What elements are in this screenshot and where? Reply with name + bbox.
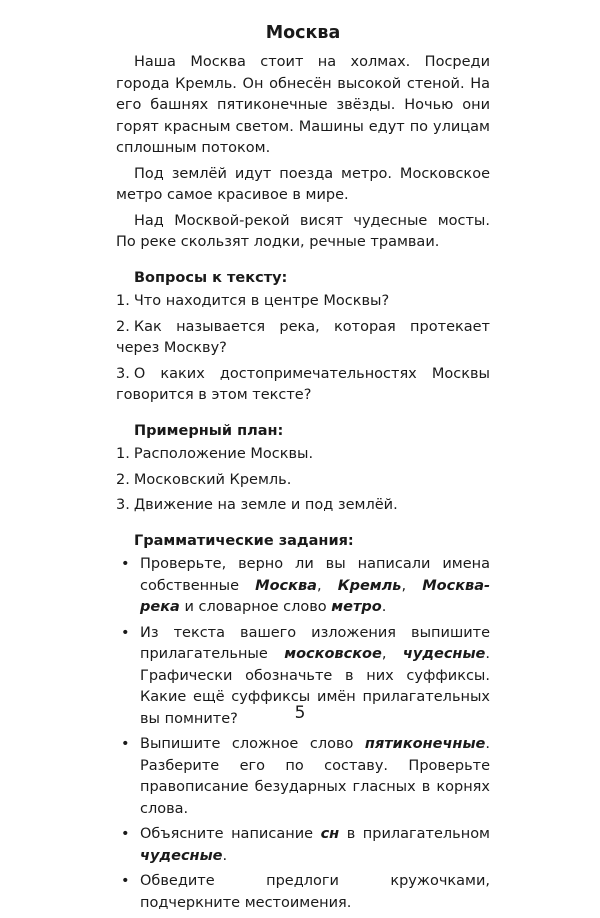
- highlighted-word: пятиконечные: [364, 736, 486, 752]
- text-paragraph-2: Под землёй идут поезда метро. Московское метро самое красивое в мире.: [116, 165, 490, 203]
- question-item-3: 3. О каких достопримечательностях Москвы говорится в этом тексте?: [116, 364, 490, 407]
- grammar-heading: Грамматические задания:: [134, 532, 354, 549]
- highlighted-word: Кремль: [337, 577, 402, 594]
- questions-list: [116, 291, 490, 407]
- task-text: Выпишите сложное слово: [140, 736, 365, 752]
- bullet-icon: •: [121, 873, 130, 889]
- task-text: и словарное слово: [179, 599, 332, 615]
- highlighted-word: сн: [320, 826, 340, 842]
- page-content: [116, 22, 490, 918]
- task-text: Проверьте, верно ли вы написали имена собственные: [140, 556, 490, 594]
- highlighted-word: чудесные: [402, 646, 486, 662]
- text-paragraph-1: Наша Москва стоит на холмах. Посреди города Кремль. Он обнесён высокой стеной. На его башнях пятиконечные звёзды. Ночью они горят красным светом. Машины едут по улицам сплошным потоком.: [116, 54, 490, 156]
- grammar-task-5: [116, 871, 490, 914]
- plan-item-3: 3. Движение на земле и под землёй.: [116, 495, 490, 517]
- grammar-task-3: [116, 734, 490, 820]
- task-text: ,: [316, 577, 338, 594]
- bullet-icon: •: [121, 826, 130, 842]
- plan-item-2: 2. Московский Кремль.: [116, 470, 490, 492]
- task-text: Из текста вашего изложения выпишите прилагательные: [140, 624, 490, 662]
- task-text: ,: [381, 646, 403, 662]
- text-paragraph-3: Над Москвой-рекой висят чудесные мосты. По реке скользят лодки, речные трамваи.: [116, 212, 490, 250]
- grammar-task-4: [116, 824, 490, 867]
- task-text: .: [222, 847, 228, 864]
- bullet-icon: •: [121, 556, 130, 572]
- page-number: 5: [294, 703, 306, 723]
- task-text: Обведите предлоги кружочками, подчеркните местоимения.: [140, 873, 490, 911]
- highlighted-word: чудесные: [140, 847, 223, 864]
- task-text: в прилагательном: [339, 826, 490, 842]
- plan-item-1: 1. Расположение Москвы.: [116, 444, 490, 466]
- highlighted-word: московское: [284, 646, 382, 662]
- highlighted-word: Москва-река: [140, 577, 491, 615]
- plan-list: [116, 444, 490, 517]
- task-text: . Графически обозначьте в них суффиксы. Какие ещё суффиксы имён прилагательных вы помните?: [140, 646, 490, 727]
- question-item-1: 1. Что находится в центре Москвы?: [116, 291, 490, 313]
- grammar-task-1: [116, 554, 490, 619]
- bullet-icon: •: [121, 624, 130, 641]
- plan-heading: Примерный план:: [134, 422, 284, 439]
- task-text: . Разберите его по составу. Проверьте правописание безударных гласных в корнях слова.: [140, 736, 490, 817]
- highlighted-word: Москва: [255, 577, 317, 594]
- highlighted-word: метро: [331, 599, 382, 615]
- grammar-task-list: [116, 554, 490, 914]
- task-text: ,: [401, 577, 423, 594]
- task-text: Объясните написание: [140, 826, 321, 842]
- task-text: .: [381, 599, 387, 615]
- page-title: Москва: [265, 23, 341, 43]
- bullet-icon: •: [121, 736, 130, 752]
- questions-heading: Вопросы к тексту:: [134, 269, 288, 286]
- question-item-2: 2. Как называется река, которая протекает через Москву?: [116, 317, 490, 360]
